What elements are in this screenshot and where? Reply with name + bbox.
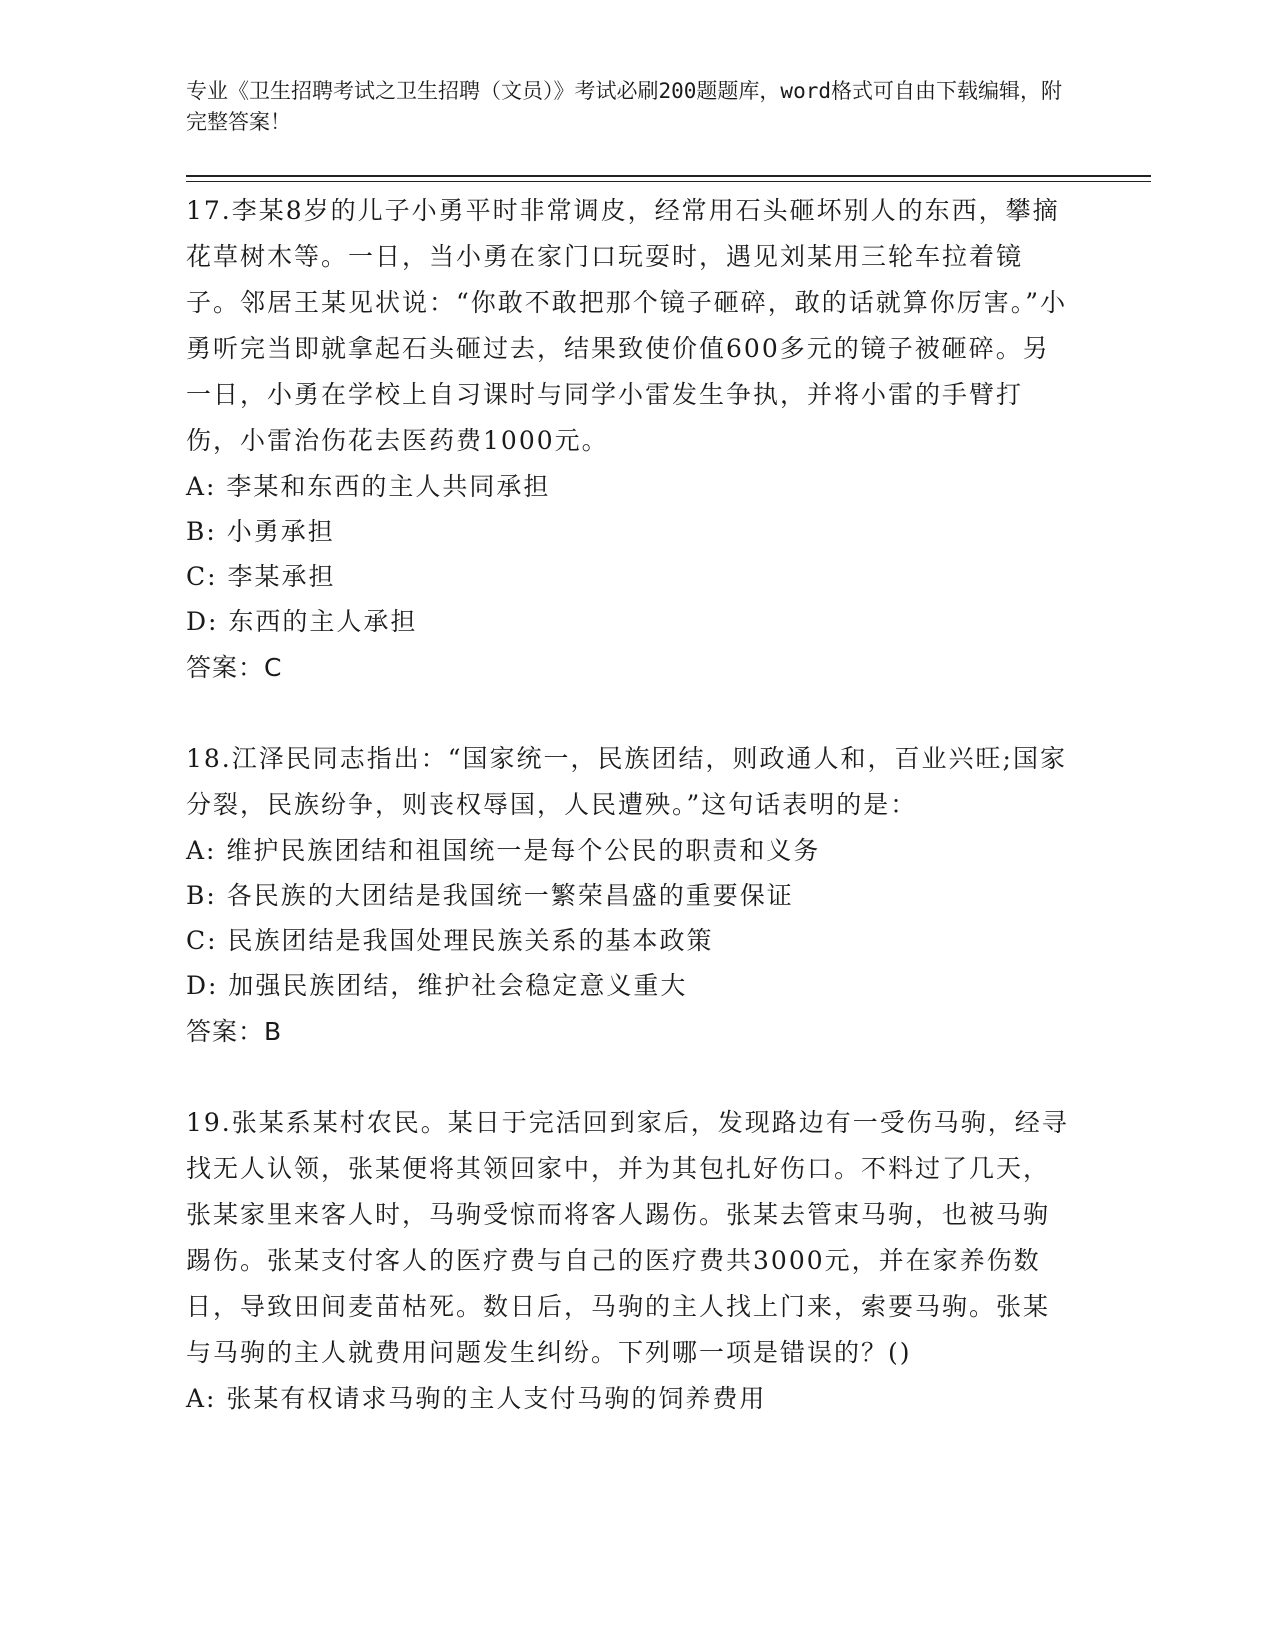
question-spacer	[186, 692, 1071, 736]
option-d: D: 加强民族团结，维护社会稳定意义重大	[186, 971, 688, 1000]
option-a: A: 维护民族团结和祖国统一是每个公民的职责和义务	[186, 836, 821, 865]
option-d: D: 东西的主人承担	[186, 607, 418, 636]
header-divider-thick	[186, 175, 1151, 177]
header-divider-thin	[186, 181, 1151, 182]
question-17	[186, 188, 1071, 692]
option-b: B: 小勇承担	[186, 517, 335, 546]
option-a: A: 李某和东西的主人共同承担	[186, 472, 551, 501]
question-text: 17.李某8岁的儿子小勇平时非常调皮，经常用石头砸坏别人的东西，攀摘花草树木等。一日，当小勇在家门口玩耍时，遇见刘某用三轮车拉着镜子。邻居王某见状说：“你敢不敢把那个镜子砸碎，敢的话就算你厉害。”小勇听完当即就拿起石头砸过去，结果致使价值600多元的镜子被砸碎。另一日，小勇在学校上自习课时与同学小雷发生争执，并将小雷的手臂打伤，小雷治伤花去医药费1000元。	[186, 196, 1068, 455]
answer: 答案：C	[186, 653, 283, 682]
question-spacer	[186, 1056, 1071, 1100]
option-c: C: 李某承担	[186, 562, 336, 591]
question-19	[186, 1100, 1071, 1421]
question-text: 18.江泽民同志指出：“国家统一，民族团结，则政通人和，百业兴旺;国家分裂，民族纷争，则丧权辱国，人民遭殃。”这句话表明的是：	[186, 744, 1067, 819]
question-text: 19.张某系某村农民。某日于完活回到家后，发现路边有一受伤马驹，经寻找无人认领，张某便将其领回家中，并为其包扎好伤口。不料过了几天，张某家里来客人时，马驹受惊而将客人踢伤。张某去管束马驹，也被马驹踢伤。张某支付客人的医疗费与自己的医疗费共3000元，并在家养伤数日，导致田间麦苗枯死。数日后，马驹的主人找上门来，索要马驹。张某与马驹的主人就费用问题发生纠纷。下列哪一项是错误的？()	[186, 1108, 1069, 1367]
answer: 答案：B	[186, 1017, 283, 1046]
question-18	[186, 736, 1071, 1056]
question-list	[186, 188, 1071, 1421]
page-header: 专业《卫生招聘考试之卫生招聘（文员）》考试必刷200题题库，word格式可自由下载编辑，附完整答案！	[186, 79, 1062, 134]
option-c: C: 民族团结是我国处理民族关系的基本政策	[186, 926, 714, 955]
option-a: A: 张某有权请求马驹的主人支付马驹的饲养费用	[186, 1384, 767, 1413]
option-b: B: 各民族的大团结是我国统一繁荣昌盛的重要保证	[186, 881, 794, 910]
